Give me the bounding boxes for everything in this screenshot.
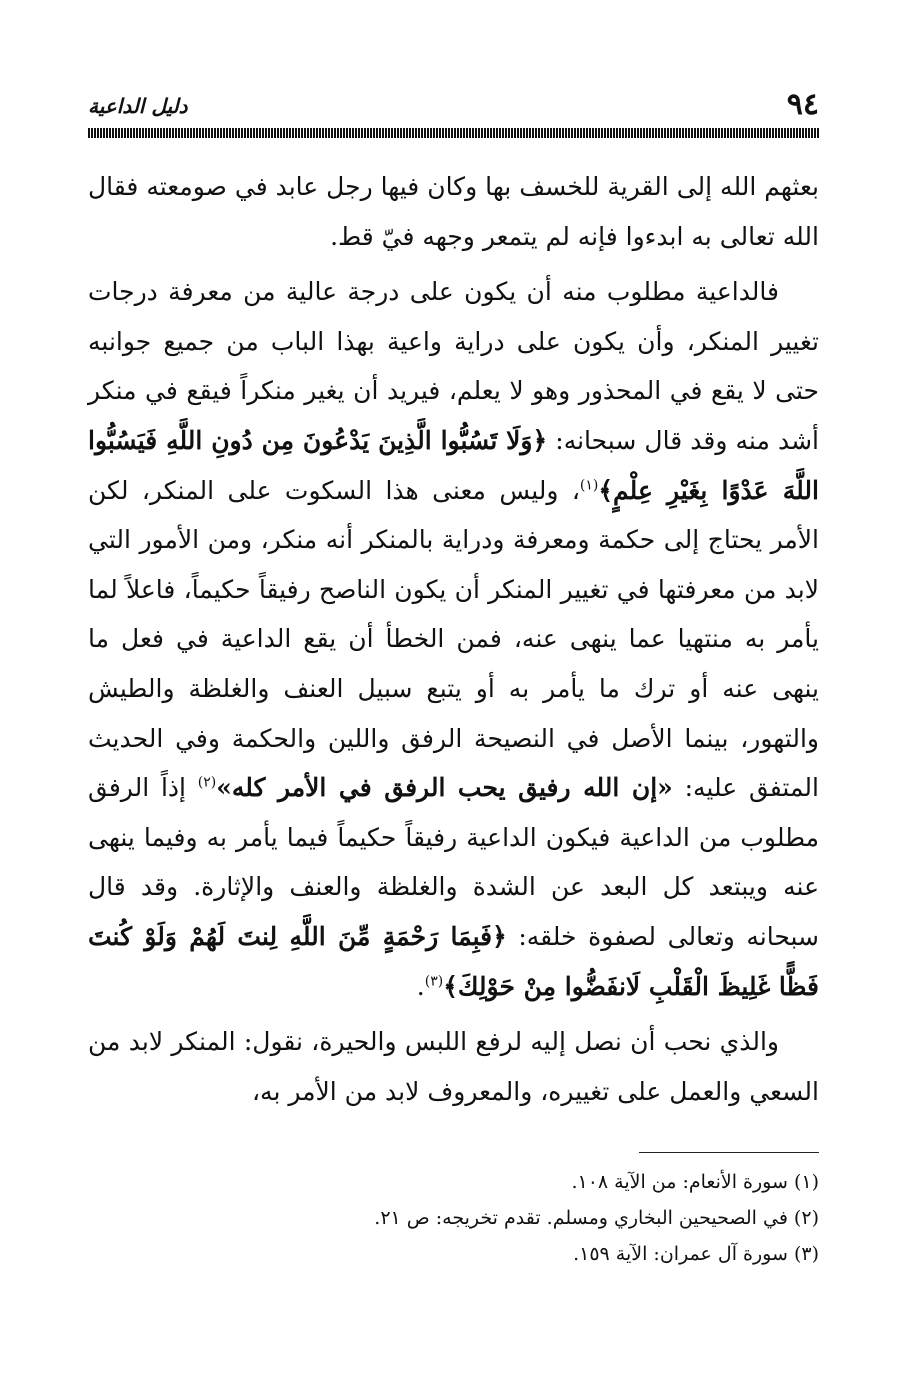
quran-quote-1: ﴿وَلَا تَسُبُّوا الَّذِينَ يَدْعُونَ مِن دُونِ اللَّهِ فَيَسُبُّوا اللَّهَ عَدْوًا بِغَيْرِ عِلْمٍ﴾ [88, 425, 819, 505]
hadith-quote: «إن الله رفيق يحب الرفق في الأمر كله» [216, 773, 673, 803]
running-title: دليل الداعية [88, 94, 188, 118]
paragraph-3: والذي نحب أن نصل إليه لرفع اللبس والحيرة، نقول: المنكر لابد من السعي والعمل على تغييره، والمعروف لابد من الأمر به، [88, 1027, 819, 1106]
footnote-1: (١) سورة الأنعام: من الآية ١٠٨. [571, 1171, 819, 1193]
paragraph-2-text-d: . [416, 971, 425, 1001]
footnote-ref-2: (٢) [197, 774, 217, 791]
footnote-ref-3: (٣) [424, 973, 444, 990]
paragraph-2-text-a: فالداعية مطلوب منه أن يكون على درجة عالية من معرفة درجات تغيير المنكر، وأن يكون على دراية واعية بهذا الباب من جميع جوانبه حتى لا يقع في المحذور وهو لا يعلم، فيريد أن يغير منكراً فيقع في منكر أشد منه وقد قال سبحانه: [88, 277, 819, 455]
footnote-ref-1: (١) [579, 477, 599, 494]
header-rule [88, 128, 819, 138]
footnote-rule [639, 1152, 819, 1153]
footnote-3: (٣) سورة آل عمران: الآية ١٥٩. [573, 1243, 819, 1265]
paragraph-1: بعثهم الله إلى القرية للخسف بها وكان فيها رجل عابد في صومعته فقال الله تعالى به ابدءوا فإنه لم يتمعر وجهه فيّ قط. [88, 172, 819, 251]
page-number: ٩٤ [786, 87, 819, 122]
footnotes [88, 1164, 819, 1272]
footnote-2: (٢) في الصحيحين البخاري ومسلم. تقدم تخريجه: ص ٢١. [374, 1207, 819, 1229]
quran-quote-2: ﴿فَبِمَا رَحْمَةٍ مِّنَ اللَّهِ لِنتَ لَهُمْ وَلَوْ كُنتَ فَظًّا غَلِيظَ الْقَلْبِ لَانفَضُّوا مِنْ حَوْلِكَ﴾ [88, 921, 819, 1001]
body-text [88, 162, 819, 1116]
paragraph-2 [88, 267, 819, 1011]
page-header [88, 88, 819, 124]
paragraph-2-text-b: ، وليس معنى هذا السكوت على المنكر، لكن الأمر يحتاج إلى حكمة ومعرفة ودراية بالمنكر أنه منكر، ومن الأمور التي لابد من معرفتها في تغيير المنكر أن يكون الناصح رفيقاً حكيماً، فاعلاً لما يأمر به منتهيا عما ينهى عنه، فمن الخطأ أن يقع الداعية في فعل ما ينهى عنه أو ترك ما يأمر به أو يتبع سبيل العنف والغلظة والطيش والتهور، بينما الأصل في النصيحة الرفق واللين والحكمة وفي الحديث المتفق عليه: [88, 475, 819, 803]
paragraph-2-text-c: إذاً الرفق مطلوب من الداعية فيكون الداعية رفيقاً حكيماً فيما يأمر به وفيما ينهى عنه ويبتعد كل البعد عن الشدة والغلظة والعنف والإثارة. وقد قال سبحانه وتعالى لصفوة خلقه: [88, 773, 819, 951]
